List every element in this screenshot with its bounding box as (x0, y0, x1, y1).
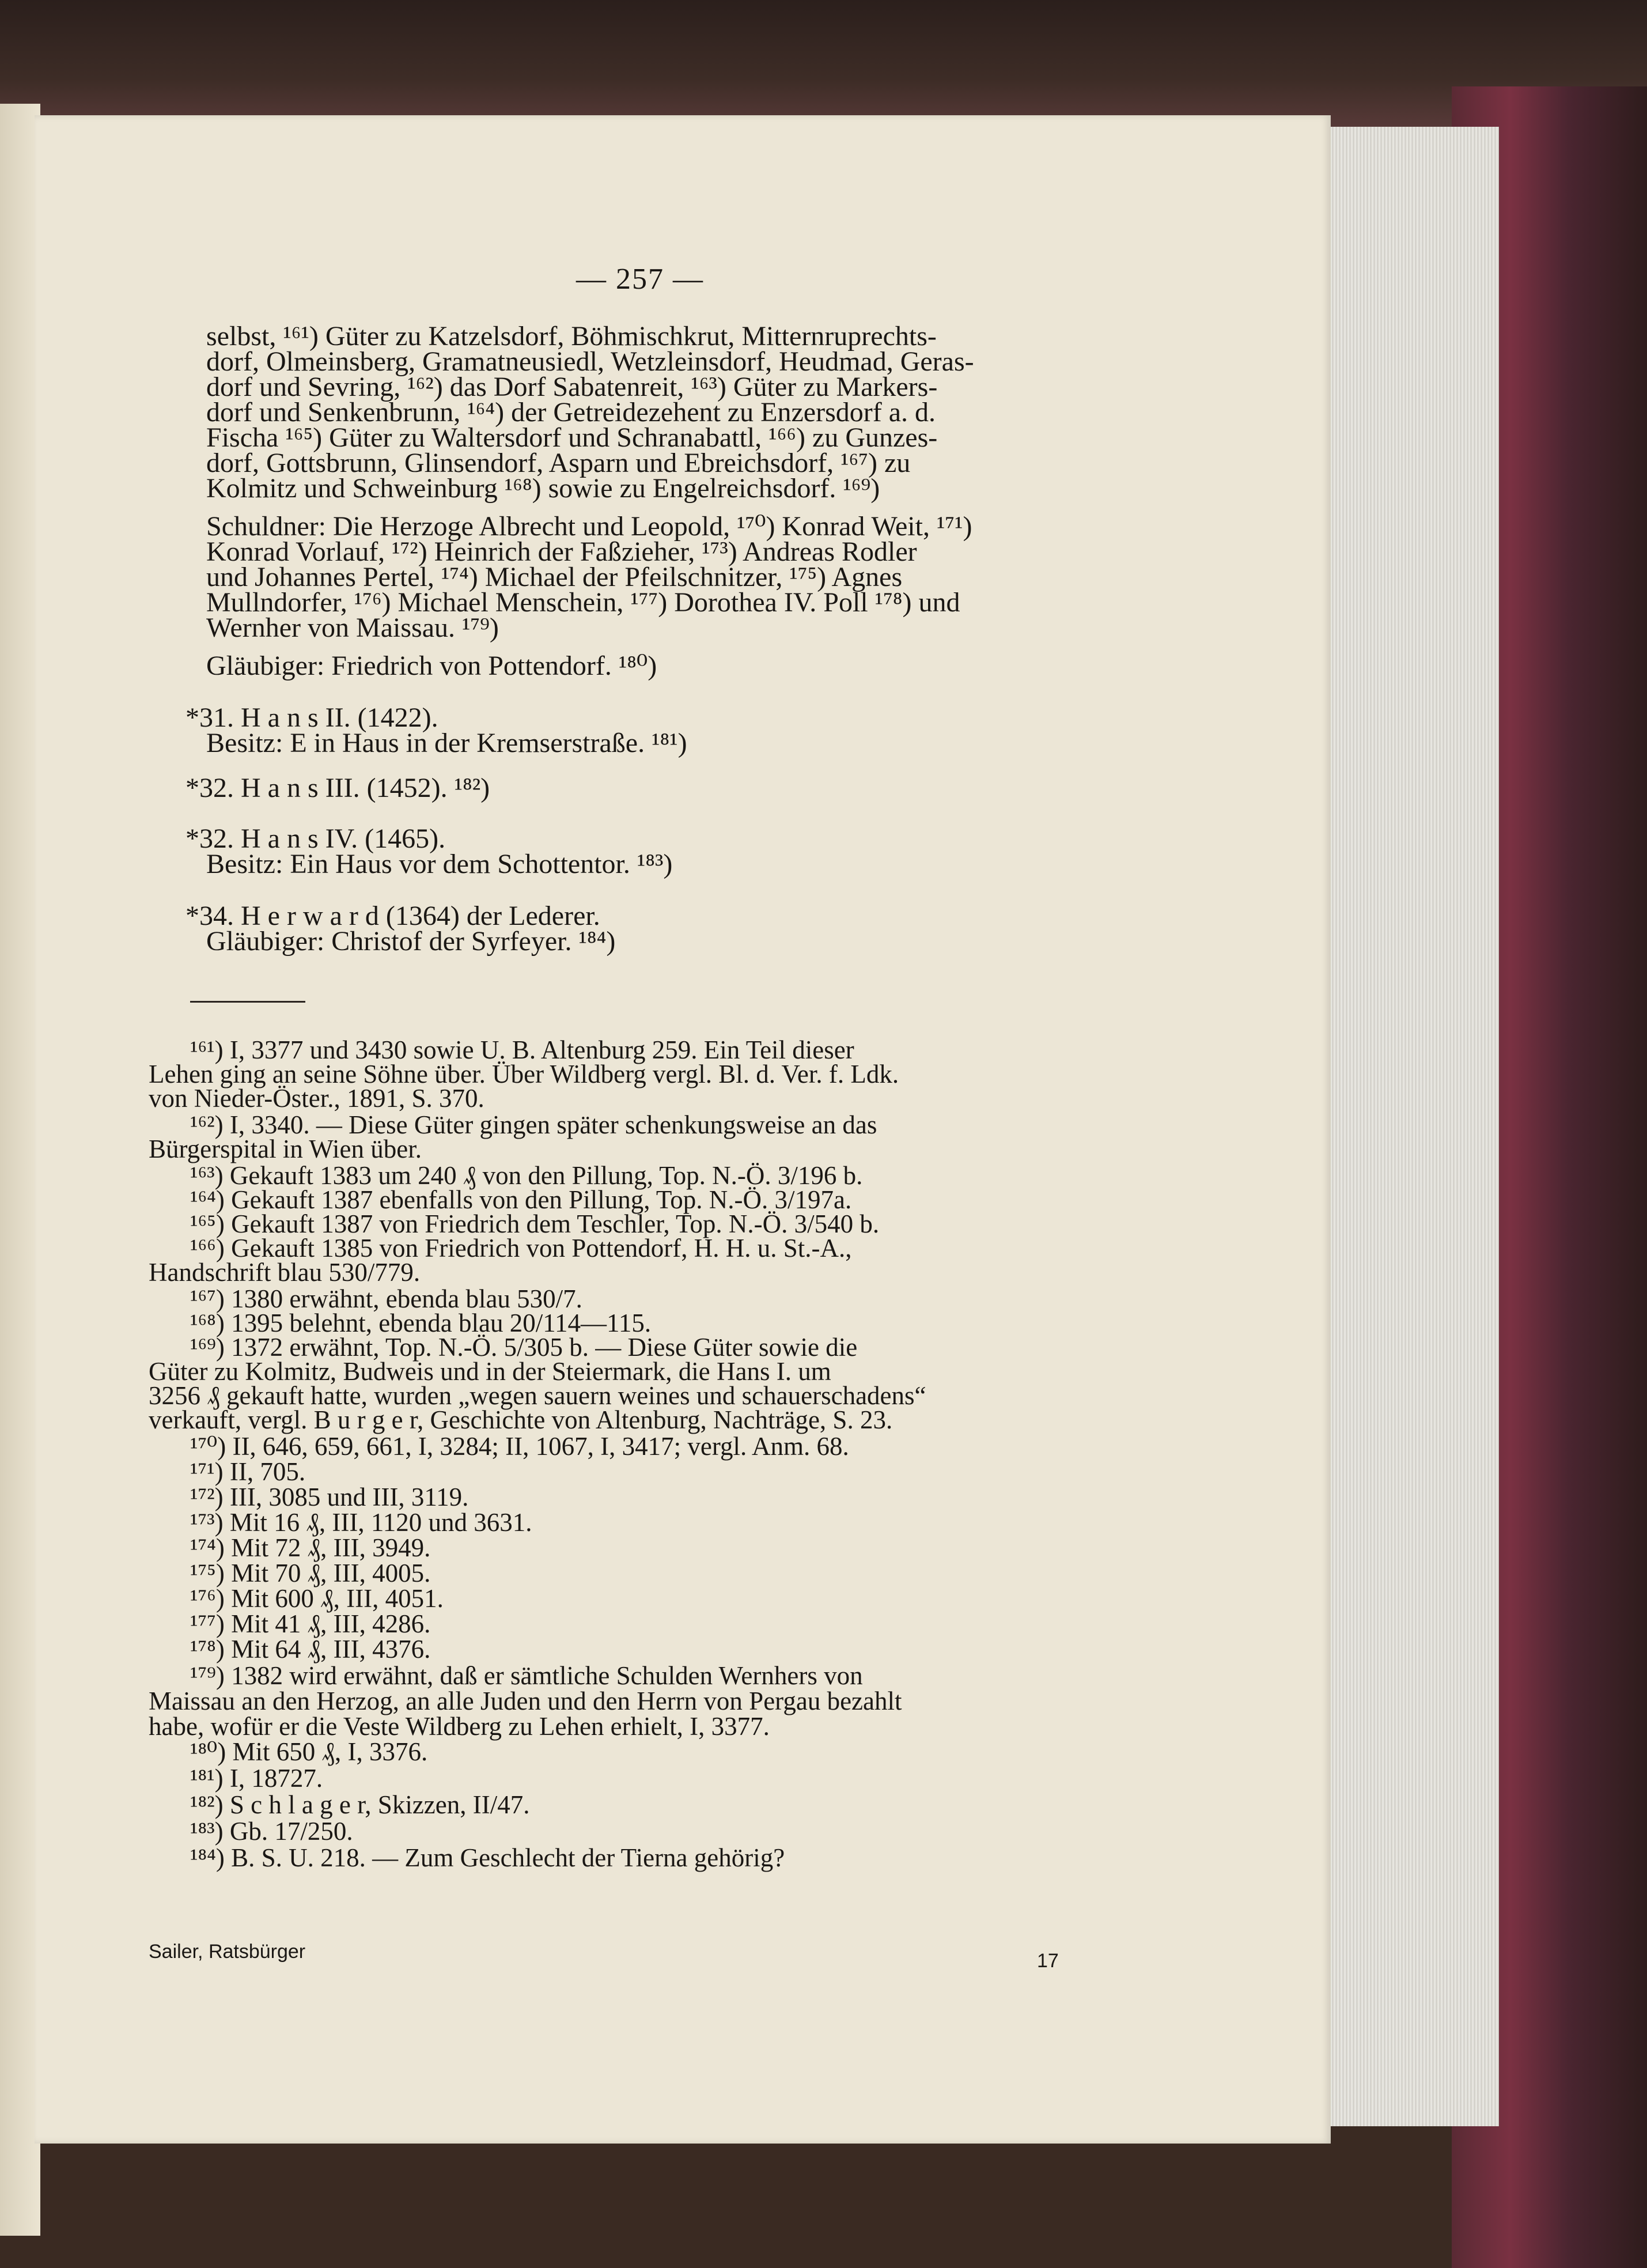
footnote-line: ¹⁶⁷) 1380 erwähnt, ebenda blau 530/7. (190, 1284, 582, 1313)
body-line: Gläubiger: Friedrich von Pottendorf. ¹⁸⁰) (206, 651, 657, 681)
footnote-line: ¹⁷⁷) Mit 41 ₰, III, 4286. (190, 1609, 431, 1638)
body-line: Konrad Vorlauf, ¹⁷²) Heinrich der Faßzieher, ¹⁷³) Andreas Rodler (206, 536, 917, 567)
body-line: Wernher von Maissau. ¹⁷⁹) (206, 613, 499, 643)
footnote-line: ¹⁸¹) I, 18727. (190, 1764, 323, 1793)
page-edges (1325, 127, 1499, 2126)
book-cover-top (0, 0, 1647, 133)
footnote-line: ¹⁶²) I, 3340. — Diese Güter gingen später schenkungsweise an das (190, 1110, 877, 1139)
footnote-line: ¹⁶³) Gekauft 1383 um 240 ₰ von den Pillung, Top. N.-Ö. 3/196 b. (190, 1161, 863, 1190)
footnote-line: ¹⁷³) Mit 16 ₰, III, 1120 und 3631. (190, 1508, 532, 1537)
footnote-line: von Nieder-Öster., 1891, S. 370. (149, 1084, 484, 1113)
footnote-line: ¹⁸²) S c h l a g e r, Skizzen, II/47. (190, 1790, 530, 1819)
entry-heading: *32. H a n s IV. (1465). (185, 823, 446, 854)
footer-author: Sailer, Ratsbürger (149, 1941, 306, 1963)
footnote-line: Handschrift blau 530/779. (149, 1258, 421, 1287)
body-line: Fischa ¹⁶⁵) Güter zu Waltersdorf und Schranabattl, ¹⁶⁶) zu Gunzes- (206, 422, 938, 453)
entry-heading: *34. H e r w a r d (1364) der Lederer. (185, 901, 600, 931)
footnote-line: ¹⁶¹) I, 3377 und 3430 sowie U. B. Altenburg 259. Ein Teil dieser (190, 1035, 854, 1064)
footnote-line: ¹⁶⁶) Gekauft 1385 von Friedrich von Pottendorf, H. H. u. St.-A., (190, 1234, 852, 1262)
footnote-line: ¹⁷¹) II, 705. (190, 1457, 306, 1486)
body-line: dorf und Sevring, ¹⁶²) das Dorf Sabatenreit, ¹⁶³) Güter zu Markers- (206, 372, 938, 402)
footnote-line: ¹⁷⁴) Mit 72 ₰, III, 3949. (190, 1533, 431, 1562)
body-line: Kolmitz und Schweinburg ¹⁶⁸) sowie zu Engelreichsdorf. ¹⁶⁹) (206, 473, 880, 504)
footnote-line: verkauft, vergl. B u r g e r, Geschichte von Altenburg, Nachträge, S. 23. (149, 1405, 893, 1434)
body-line: selbst, ¹⁶¹) Güter zu Katzelsdorf, Böhmischkrut, Mitternruprechts- (206, 321, 937, 351)
footnote-line: ¹⁸⁰) Mit 650 ₰, I, 3376. (190, 1737, 428, 1766)
footnote-line: ¹⁸⁴) B. S. U. 218. — Zum Geschlecht der Tierna gehörig? (190, 1843, 785, 1872)
footnote-line: Maissau an den Herzog, an alle Juden und den Herrn von Pergau bezahlt (149, 1687, 902, 1715)
footnote-line: ¹⁶⁵) Gekauft 1387 von Friedrich dem Teschler, Top. N.-Ö. 3/540 b. (190, 1209, 880, 1238)
footnote-line: ¹⁷⁹) 1382 wird erwähnt, daß er sämtliche Schulden Wernhers von (190, 1661, 863, 1690)
footer-signature: 17 (1037, 1950, 1059, 1972)
footnote-line: ¹⁸³) Gb. 17/250. (190, 1817, 353, 1846)
body-line: Besitz: Ein Haus vor dem Schottentor. ¹⁸³) (206, 849, 673, 879)
footnote-line: ¹⁶⁹) 1372 erwähnt, Top. N.-Ö. 5/305 b. — Diese Güter sowie die (190, 1333, 858, 1362)
entry-heading: *32. H a n s III. (1452). ¹⁸²) (185, 773, 490, 803)
footnote-line: ¹⁶⁸) 1395 belehnt, ebenda blau 20/114—115. (190, 1309, 652, 1337)
footnote-line: ¹⁶⁴) Gekauft 1387 ebenfalls von den Pillung, Top. N.-Ö. 3/197a. (190, 1185, 852, 1214)
footnote-line: habe, wofür er die Veste Wildberg zu Lehen erhielt, I, 3377. (149, 1712, 770, 1741)
body-line: Besitz: E in Haus in der Kremserstraße. ¹⁸¹) (206, 728, 687, 758)
body-line: Schuldner: Die Herzoge Albrecht und Leopold, ¹⁷⁰) Konrad Weit, ¹⁷¹) (206, 511, 972, 542)
body-line: dorf, Gottsbrunn, Glinsendorf, Asparn und Ebreichsdorf, ¹⁶⁷) zu (206, 448, 911, 478)
footnote-line: ¹⁷⁸) Mit 64 ₰, III, 4376. (190, 1635, 431, 1664)
footnote-line: Güter zu Kolmitz, Budweis und in der Steiermark, die Hans I. um (149, 1357, 831, 1386)
footnote-line: ¹⁷²) III, 3085 und III, 3119. (190, 1483, 469, 1511)
body-line: dorf, Olmeinsberg, Gramatneusiedl, Wetzleinsdorf, Heudmad, Geras- (206, 346, 974, 377)
footnote-line: Lehen ging an seine Söhne über. Über Wildberg vergl. Bl. d. Ver. f. Ldk. (149, 1060, 899, 1088)
footnote-line: ¹⁷⁰) II, 646, 659, 661, I, 3284; II, 1067, I, 3417; vergl. Anm. 68. (190, 1432, 849, 1461)
body-line: dorf und Senkenbrunn, ¹⁶⁴) der Getreidezehent zu Enzersdorf a. d. (206, 397, 936, 428)
body-line: Gläubiger: Christof der Syrfeyer. ¹⁸⁴) (206, 926, 616, 957)
footnote-line: ¹⁷⁵) Mit 70 ₰, III, 4005. (190, 1559, 431, 1587)
entry-heading: *31. H a n s II. (1422). (185, 702, 438, 733)
footnote-line: Bürgerspital in Wien über. (149, 1135, 422, 1163)
footnote-separator (190, 1001, 305, 1003)
body-line: und Johannes Pertel, ¹⁷⁴) Michael der Pfeilschnitzer, ¹⁷⁵) Agnes (206, 562, 903, 592)
footnote-line: ¹⁷⁶) Mit 600 ₰, III, 4051. (190, 1584, 444, 1613)
footnote-line: 3256 ₰ gekauft hatte, wurden „wegen sauern weines und schauerschadens“ (149, 1381, 926, 1410)
page-number: — 257 — (576, 263, 704, 296)
body-line: Mullndorfer, ¹⁷⁶) Michael Menschein, ¹⁷⁷) Dorothea IV. Poll ¹⁷⁸) und (206, 587, 960, 618)
